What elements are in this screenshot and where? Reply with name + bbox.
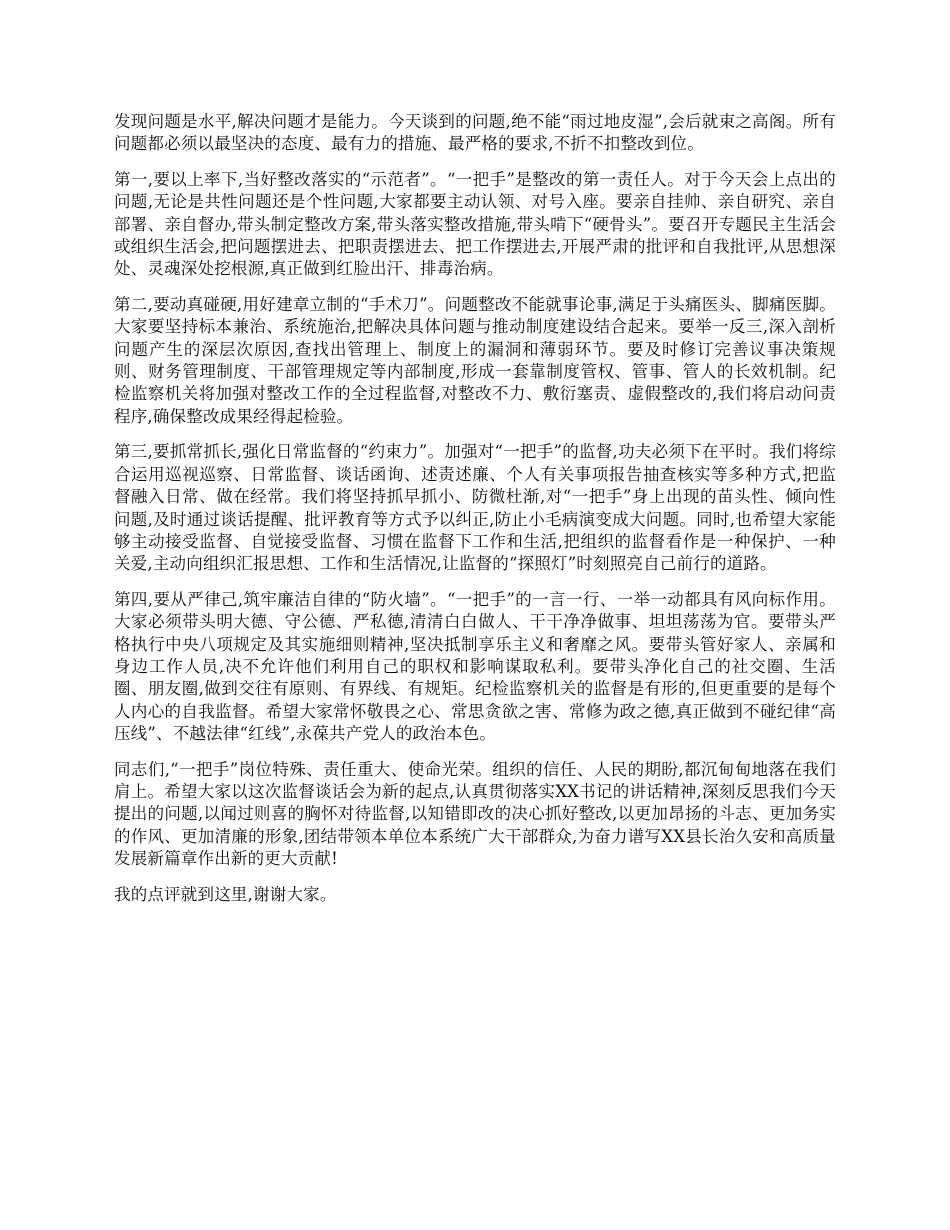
- paragraph-third-point: 第三,要抓常抓长,强化日常监督的“约束力”。加强对“一把手”的监督,功夫必须下在平时。我们将综合运用巡视巡察、日常监督、谈话函询、述责述廉、个人有关事项报告抽查核实等多种方式,把监督融入日常、做在经常。我们将坚持抓早抓小、防微杜渐,对“一把手”身上出现的苗头性、倾向性问题,及时通过谈话提醒、批评教育等方式予以纠正,防止小毛病演变成大问题。同时,也希望大家能够主动接受监督、自觉接受监督、习惯在监督下工作和生活,把组织的监督看作是一种保护、一种关爱,主动向组织汇报思想、工作和生活情况,让监督的“探照灯”时刻照亮自己前行的道路。: [114, 442, 836, 574]
- paragraph-intro: 发现问题是水平,解决问题才是能力。今天谈到的问题,绝不能“雨过地皮湿”,会后就束之高阁。所有问题都必须以最坚决的态度、最有力的措施、最严格的要求,不折不扣整改到位。: [114, 112, 836, 154]
- paragraph-conclusion: 同志们,“一把手”岗位特殊、责任重大、使命光荣。组织的信任、人民的期盼,都沉甸甸地落在我们肩上。希望大家以这次监督谈话会为新的起点,认真贯彻落实XX书记的讲话精神,深刻反思我们今天提出的问题,以闻过则喜的胸怀对待监督,以知错即改的决心抓好整改,以更加昂扬的斗志、更加务实的作风、更加清廉的形象,团结带领本单位本系统广大干部群众,为奋力谱写XX县长治久安和高质量发展新篇章作出新的更大贡献!: [114, 759, 836, 869]
- paragraph-closing: 我的点评就到这里,谢谢大家。: [114, 884, 337, 904]
- paragraph-fourth-point: 第四,要从严律己,筑牢廉洁自律的“防火墙”。“一把手”的一言一行、一举一动都具有风向标作用。大家必须带头明大德、守公德、严私德,清清白白做人、干干净净做事、坦坦荡荡为官。要带头严格执行中央八项规定及其实施细则精神,坚决抵制享乐主义和奢靡之风。要带头管好家人、亲属和身边工作人员,决不允许他们利用自己的职权和影响谋取私利。要带头净化自己的社交圈、生活圈、朋友圈,做到交往有原则、有界线、有规矩。纪检监察机关的监督是有形的,但更重要的是每个人内心的自我监督。希望大家常怀敬畏之心、常思贪欲之害、常修为政之德,真正做到不碰纪律“高压线”、不越法律“红线”,永葆共产党人的政治本色。: [114, 589, 836, 744]
- paragraph-second-point: 第二,要动真碰硬,用好建章立制的“手术刀”。问题整改不能就事论事,满足于头痛医头、脚痛医脚。大家要坚持标本兼治、系统施治,把解决具体问题与推动制度建设结合起来。要举一反三,深入剖析问题产生的深层次原因,查找出管理上、制度上的漏洞和薄弱环节。要及时修订完善议事决策规则、财务管理制度、干部管理规定等内部制度,形成一套靠制度管权、管事、管人的长效机制。纪检监察机关将加强对整改工作的全过程监督,对整改不力、敷衍塞责、虚假整改的,我们将启动问责程序,确保整改成果经得起检验。: [114, 294, 836, 426]
- document-body: [114, 111, 836, 919]
- paragraph-first-point: 第一,要以上率下,当好整改落实的“示范者”。“一把手”是整改的第一责任人。对于今天会上点出的问题,无论是共性问题还是个性问题,大家都要主动认领、对号入座。要亲自挂帅、亲自研究、亲自部署、亲自督办,带头制定整改方案,带头落实整改措施,带头啃下“硬骨头”。要召开专题民主生活会或组织生活会,把问题摆进去、把职责摆进去、把工作摆进去,开展严肃的批评和自我批评,从思想深处、灵魂深处挖根源,真正做到红脸出汗、排毒治病。: [114, 169, 836, 279]
